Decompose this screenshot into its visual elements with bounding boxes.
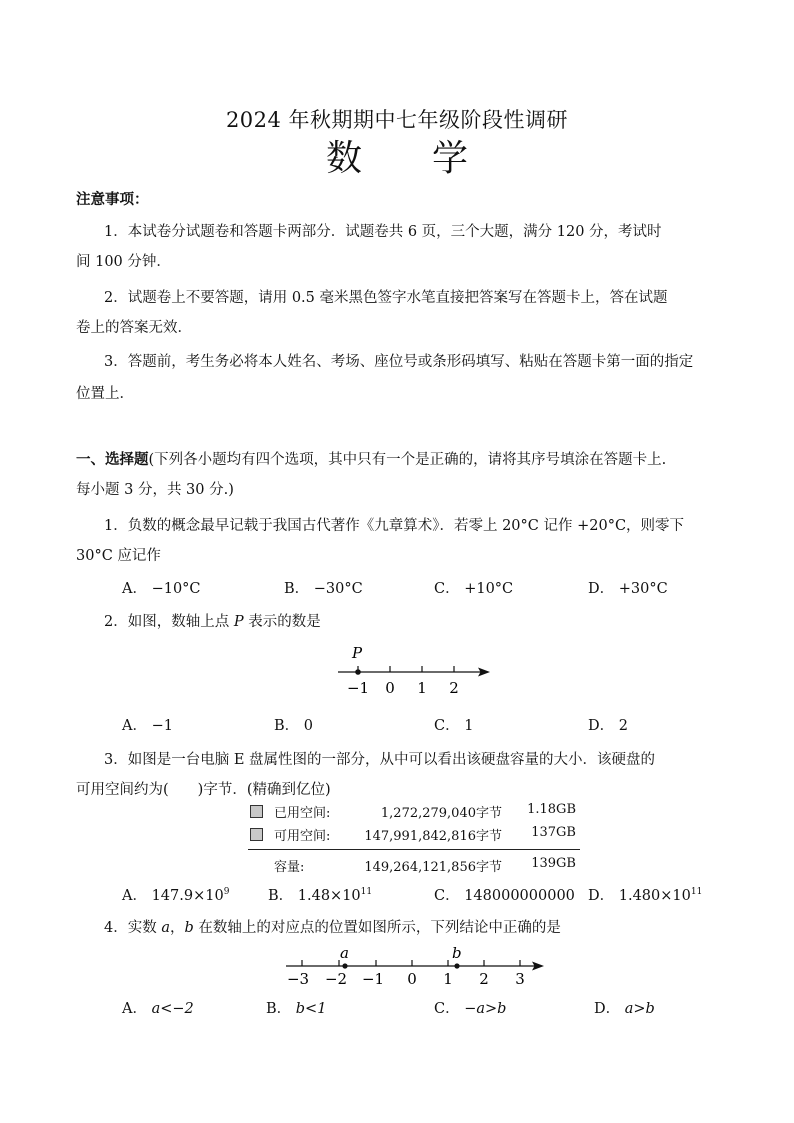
q4-option-b-letter: B．	[266, 1001, 292, 1017]
q2-tick-label-neg1: −1	[346, 679, 370, 697]
disk-properties-panel	[248, 798, 580, 876]
q4-point-a-label: a	[340, 944, 349, 962]
q3-option-c[interactable]: C． 148000000000	[434, 888, 575, 904]
used-space-bytes: 1,272,279,040字节	[380, 806, 502, 821]
q2-tick-label-2: 2	[449, 679, 459, 697]
notice-heading: 注意事项：	[76, 192, 149, 208]
q3-stem-line-2: 可用空间约为( )字节．(精确到亿位)	[76, 782, 331, 798]
capacity-bytes: 149,264,121,856字节	[364, 860, 502, 875]
q4-option-b-expr: b<1	[295, 1001, 327, 1017]
section-1-header	[76, 448, 666, 469]
q4-option-b[interactable]	[266, 997, 326, 1018]
q2-option-a[interactable]: A． −1	[122, 718, 173, 734]
q3-option-d-exp: 11	[690, 887, 703, 897]
q2-option-b[interactable]: B． 0	[274, 718, 313, 734]
q2-number-line	[330, 640, 500, 700]
q4-var-a: a	[161, 920, 170, 936]
exam-title: 2024 年秋期期中七年级阶段性调研	[225, 108, 569, 132]
q3-option-b-base: B． 1.48×10	[268, 888, 361, 904]
section-1-heading: 一、选择题	[76, 452, 149, 468]
section-1-desc-line-1: (下列各小题均有四个选项，其中只有一个是正确的，请将其序号填涂在答题卡上.	[148, 452, 667, 468]
q4-point-b-label: b	[452, 944, 462, 962]
q4-stem	[104, 916, 561, 937]
q4-option-a-expr: a<−2	[151, 1001, 194, 1017]
q4-stem-post: 在数轴上的对应点的位置如图所示，下列结论中正确的是	[193, 920, 561, 936]
q2-stem-post: 表示的数是	[243, 614, 321, 630]
used-space-swatch	[250, 805, 263, 818]
notice-item-3-line-1: 3．答题前，考生务必将本人姓名、考场、座位号或条形码填写、粘贴在答题卡第一面的指定	[104, 354, 694, 370]
q4-option-c-letter: C．	[434, 1001, 460, 1017]
q1-option-d[interactable]: D． +30°C	[588, 581, 668, 597]
q3-option-a-exp: 9	[223, 887, 230, 897]
q4-tick-label-neg2: −2	[324, 970, 348, 988]
q4-option-a[interactable]	[122, 997, 194, 1018]
notice-item-1-line-2: 间 100 分钟．	[76, 254, 171, 270]
q4-option-d-letter: D．	[594, 1001, 621, 1017]
q4-tick-label-3: 3	[515, 970, 525, 988]
q1-stem-line-1: 1．负数的概念最早记载于我国古代著作《九章算术》．若零上 20°C 记作 +20°C，则零下	[104, 518, 685, 534]
q3-option-d-base: D． 1.480×10	[588, 888, 691, 904]
notice-item-1-line-1: 1．本试卷分试题卷和答题卡两部分．试题卷共 6 页，三个大题，满分 120 分，考试时	[104, 224, 662, 240]
q3-option-b[interactable]	[268, 884, 372, 905]
free-space-bytes: 147,991,842,816字节	[364, 829, 502, 844]
q2-point-p	[355, 669, 361, 675]
q3-option-b-exp: 11	[360, 887, 373, 897]
q3-option-a[interactable]	[122, 884, 229, 905]
subject-title: 数学	[325, 138, 538, 179]
q1-option-b[interactable]: B． −30°C	[284, 581, 363, 597]
q4-point-a	[342, 963, 347, 968]
capacity-gb: 139GB	[531, 856, 576, 871]
notice-item-3-line-2: 位置上．	[76, 386, 134, 402]
free-space-gb: 137GB	[531, 825, 576, 840]
q2-option-c[interactable]: C． 1	[434, 718, 474, 734]
disk-used-row	[248, 802, 580, 822]
q2-stem-pre: 2．如图，数轴上点	[104, 614, 234, 630]
q3-stem-line-1: 3．如图是一台电脑 E 盘属性图的一部分，从中可以看出该硬盘容量的大小．该硬盘的	[104, 752, 656, 768]
q4-stem-mid: ，	[170, 920, 185, 936]
notice-item-2-line-2: 卷上的答案无效．	[76, 320, 192, 336]
q4-option-c[interactable]	[434, 997, 506, 1018]
q2-tick-label-0: 0	[385, 679, 395, 697]
disk-free-row	[248, 825, 580, 845]
q1-option-a[interactable]: A． −10°C	[122, 581, 201, 597]
section-1-desc-line-2: 每小题 3 分，共 30 分.)	[76, 482, 234, 498]
q3-option-d[interactable]	[588, 884, 702, 905]
capacity-label: 容量:	[274, 860, 305, 875]
q4-tick-label-1: 1	[443, 970, 453, 988]
q4-option-a-letter: A．	[122, 1001, 147, 1017]
q4-option-c-expr: −a>b	[464, 1001, 507, 1017]
notice-item-2-line-1: 2．试题卷上不要答题，请用 0.5 毫米黑色签字水笔直接把答案写在答题卡上，答在试题	[104, 290, 668, 306]
free-space-label: 可用空间:	[274, 829, 331, 844]
used-space-label: 已用空间:	[274, 806, 331, 821]
q4-option-d[interactable]	[594, 997, 655, 1018]
q4-number-line	[278, 942, 550, 988]
q4-point-b	[454, 963, 459, 968]
q2-point-label: P	[352, 644, 363, 662]
q4-var-b: b	[184, 920, 194, 936]
disk-divider	[248, 849, 580, 850]
q2-stem	[104, 610, 321, 631]
q4-tick-label-2: 2	[479, 970, 489, 988]
q2-tick-label-1: 1	[417, 679, 427, 697]
free-space-swatch	[250, 828, 263, 841]
q3-option-a-base: A． 147.9×10	[122, 888, 224, 904]
q4-tick-label-neg3: −3	[286, 970, 310, 988]
q4-tick-label-neg1: −1	[361, 970, 385, 988]
q4-option-d-expr: a>b	[624, 1001, 655, 1017]
q4-stem-pre: 4．实数	[104, 920, 162, 936]
q1-stem-line-2: 30°C 应记作	[76, 548, 161, 564]
disk-capacity-row	[248, 856, 580, 876]
q2-var-p: P	[233, 614, 244, 630]
q4-tick-label-0: 0	[407, 970, 417, 988]
q1-option-c[interactable]: C． +10°C	[434, 581, 514, 597]
used-space-gb: 1.18GB	[527, 802, 576, 817]
q2-option-d[interactable]: D． 2	[588, 718, 628, 734]
